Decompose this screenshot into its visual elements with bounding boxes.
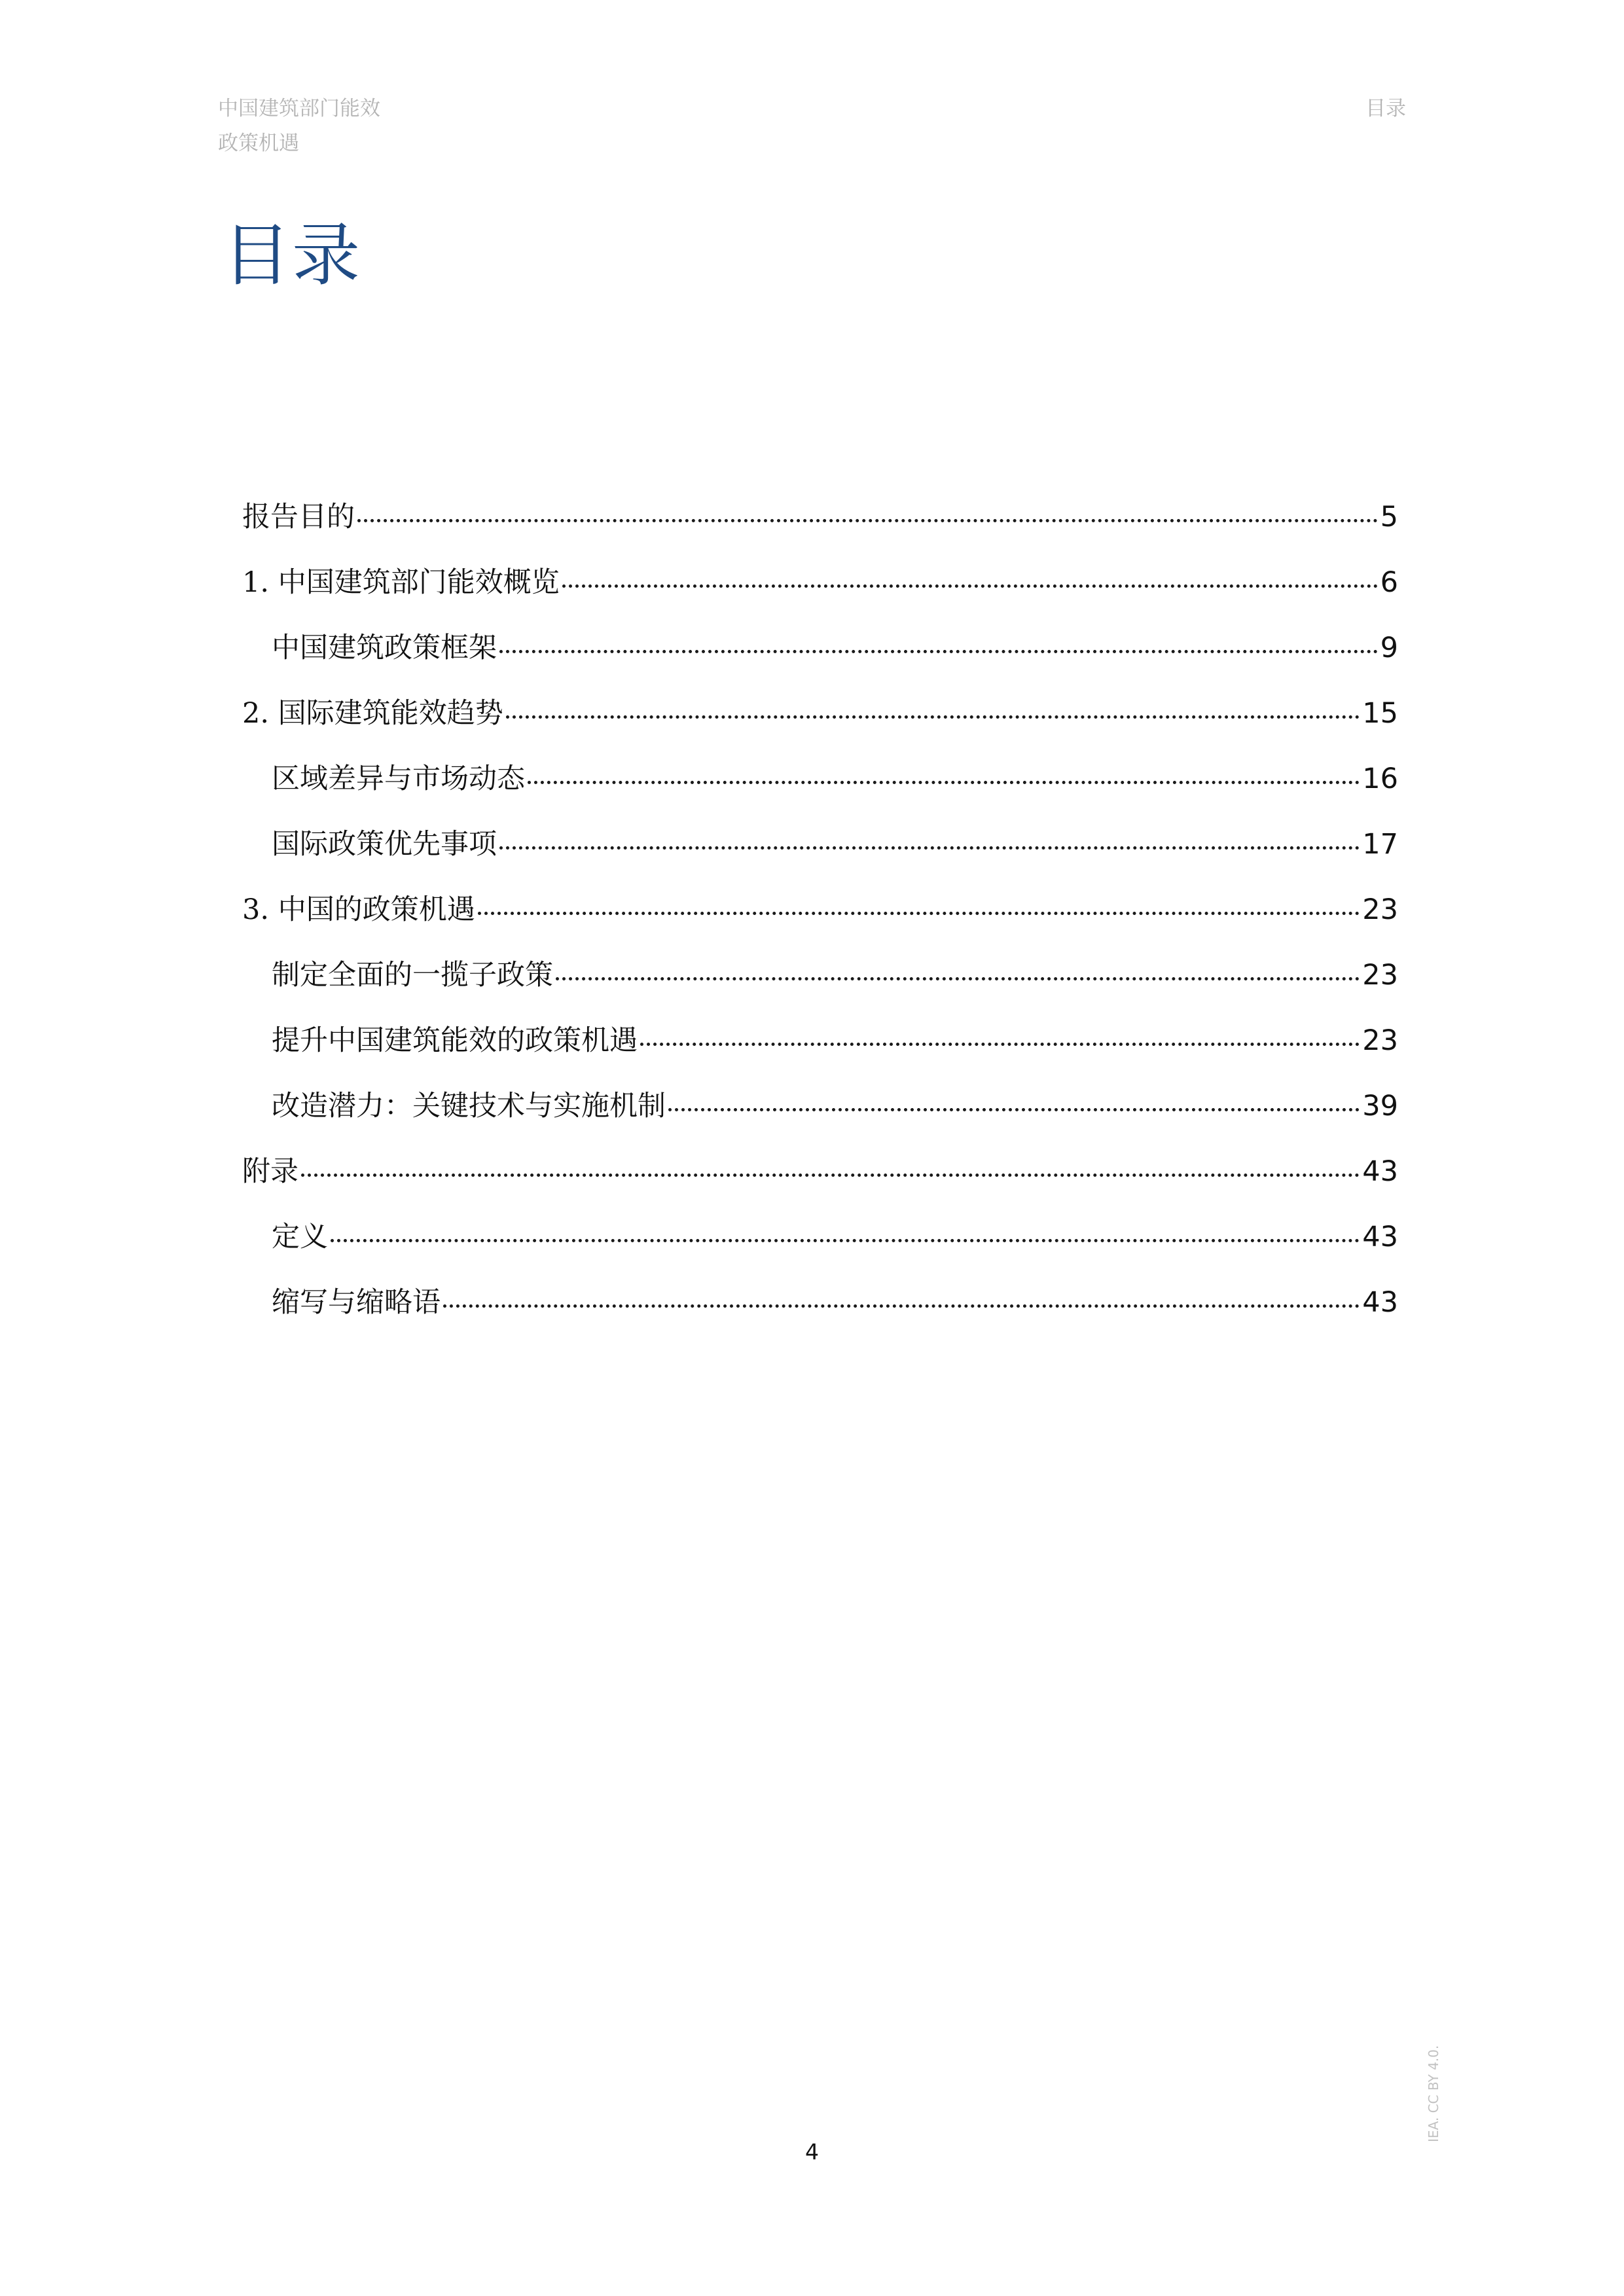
toc-entry[interactable]: [242, 1270, 1398, 1335]
toc-entry-label: 2. 国际建筑能效趋势: [242, 697, 503, 730]
toc-entry[interactable]: [242, 1073, 1398, 1139]
toc-entry-page: 23: [1362, 893, 1398, 926]
toc-entry-page: 6: [1380, 566, 1398, 599]
report-title-line-1: 中国建筑部门能效: [218, 97, 380, 120]
dot-leader: [478, 912, 1360, 915]
toc-entry-page: 23: [1362, 959, 1398, 992]
toc-entry-label: 报告目的: [242, 501, 355, 533]
toc-entry-page: 16: [1362, 762, 1398, 795]
toc-entry-page: 23: [1362, 1024, 1398, 1057]
toc-entry[interactable]: [242, 1204, 1398, 1270]
toc-entry[interactable]: [242, 550, 1398, 615]
toc-entry-page: 9: [1380, 632, 1398, 664]
toc-entry-label: 1. 中国建筑部门能效概览: [242, 566, 560, 599]
dot-leader: [562, 584, 1378, 588]
toc-entry-page: 43: [1362, 1155, 1398, 1188]
toc-entry-label: 3. 中国的政策机遇: [242, 893, 475, 926]
page-number: 4: [805, 2139, 819, 2164]
toc-entry-label: 缩写与缩略语: [272, 1286, 441, 1319]
toc-entry-page: 39: [1362, 1090, 1398, 1122]
toc-entry-page: 17: [1362, 828, 1398, 861]
dot-leader: [556, 977, 1360, 980]
toc-entry-label: 改造潜力：关键技术与实施机制: [272, 1090, 666, 1122]
dot-leader: [506, 715, 1360, 719]
toc-entry[interactable]: [242, 746, 1398, 812]
report-title-line-2: 政策机遇: [218, 132, 299, 155]
toc-entry[interactable]: [242, 877, 1398, 942]
license-note: IEA. CC BY 4.0.: [1426, 2045, 1441, 2142]
dot-leader: [443, 1304, 1360, 1308]
dot-leader: [357, 519, 1378, 522]
toc-entry[interactable]: [242, 681, 1398, 746]
toc-entry-label: 提升中国建筑能效的政策机遇: [272, 1024, 638, 1057]
toc-entry-label: 定义: [272, 1221, 328, 1253]
toc-entry[interactable]: [242, 615, 1398, 681]
toc-entry-label: 制定全面的一揽子政策: [272, 959, 553, 992]
toc-entry-page: 5: [1380, 501, 1398, 533]
page-title: 目录: [223, 215, 362, 295]
toc-entry[interactable]: [242, 484, 1398, 550]
toc-entry-label: 区域差异与市场动态: [272, 762, 525, 795]
toc-entry[interactable]: [242, 812, 1398, 877]
toc-entry-label: 国际政策优先事项: [272, 828, 497, 861]
toc-entry-label: 附录: [242, 1155, 298, 1188]
toc-entry[interactable]: [242, 942, 1398, 1008]
toc-entry[interactable]: [242, 1008, 1398, 1073]
section-tag: 目录: [1365, 97, 1406, 120]
table-of-contents: [242, 484, 1398, 1335]
dot-leader: [331, 1239, 1360, 1242]
dot-leader: [499, 650, 1378, 653]
dot-leader: [499, 846, 1360, 850]
toc-entry-page: 43: [1362, 1286, 1398, 1319]
toc-entry-page: 43: [1362, 1221, 1398, 1253]
dot-leader: [528, 781, 1360, 784]
running-header: [218, 92, 380, 161]
dot-leader: [640, 1043, 1360, 1046]
toc-entry[interactable]: [242, 1139, 1398, 1204]
toc-entry-page: 15: [1362, 697, 1398, 730]
toc-entry-label: 中国建筑政策框架: [272, 632, 497, 664]
dot-leader: [301, 1174, 1360, 1177]
dot-leader: [668, 1108, 1360, 1111]
